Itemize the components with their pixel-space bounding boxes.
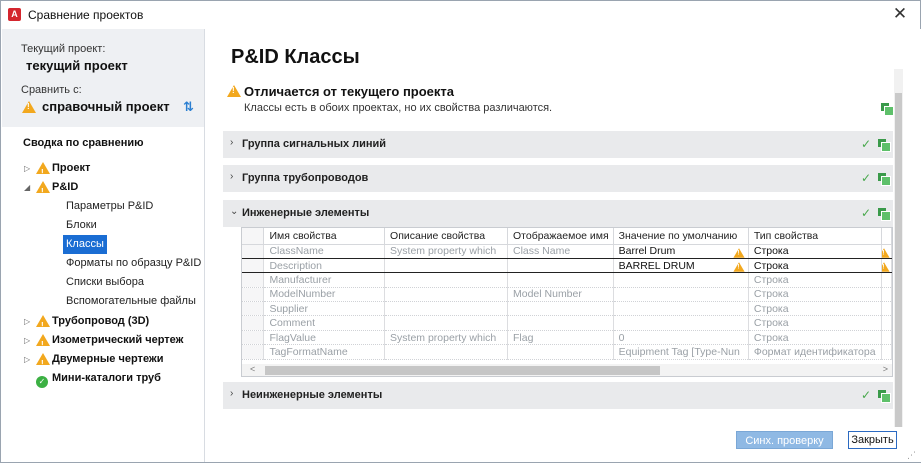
cell-value: BARREL DRUM: [618, 259, 695, 272]
window-title: Сравнение проектов: [28, 8, 144, 22]
vertical-scrollbar[interactable]: [894, 69, 903, 427]
table-cell[interactable]: [385, 273, 508, 287]
table-cell[interactable]: [508, 316, 614, 330]
table-row[interactable]: [242, 287, 892, 301]
table-cell: [882, 345, 892, 359]
tree-item-label: Проект: [52, 162, 91, 174]
table-cell[interactable]: [613, 302, 748, 316]
warning-icon: [733, 248, 744, 258]
table-cell[interactable]: FlagValue: [264, 330, 385, 344]
expand-arrow-icon[interactable]: ▷: [24, 355, 31, 364]
tree-item-label: Мини-каталоги труб: [52, 372, 161, 384]
row-header[interactable]: [242, 287, 264, 301]
table-cell[interactable]: Model Number: [508, 287, 614, 301]
tree-item-label: Трубопровод (3D): [52, 315, 150, 327]
checkmark-icon: ✓: [861, 137, 872, 151]
swap-projects-icon[interactable]: ⇅: [183, 99, 194, 114]
table-cell[interactable]: Строка: [748, 316, 881, 330]
properties-grid: [241, 227, 893, 377]
comparison-summary: [2, 127, 204, 462]
table-cell[interactable]: Class Name: [508, 244, 614, 258]
row-header[interactable]: [242, 316, 264, 330]
expand-arrow-icon[interactable]: ▷: [24, 164, 31, 173]
table-cell[interactable]: [508, 258, 614, 272]
resize-grip-icon[interactable]: ⋰: [907, 450, 916, 460]
scrollbar-thumb[interactable]: [895, 93, 902, 427]
tree-item-label: Двумерные чертежи: [52, 353, 164, 365]
table-cell[interactable]: [613, 258, 748, 272]
table-cell[interactable]: Строка: [748, 287, 881, 301]
column-header[interactable]: Отображаемое имя: [508, 228, 614, 244]
table-cell[interactable]: Строка: [748, 273, 881, 287]
table-cell[interactable]: Строка: [748, 258, 881, 272]
table-cell[interactable]: [613, 287, 748, 301]
cell-value: Barrel Drum: [618, 245, 676, 258]
table-cell[interactable]: TagFormatName: [264, 345, 385, 359]
table-cell[interactable]: [613, 244, 748, 258]
group-signal-lines[interactable]: [223, 131, 893, 158]
table-cell: [882, 330, 892, 344]
tree-item-2d-drawings[interactable]: [2, 350, 204, 369]
table-cell: [882, 287, 892, 301]
table-cell[interactable]: [613, 273, 748, 287]
compare-with-label: Сравнить с:: [21, 84, 82, 96]
tree-item-label: Форматы по образцу P&ID: [66, 257, 202, 269]
table-cell[interactable]: [508, 273, 614, 287]
row-header[interactable]: [242, 302, 264, 316]
row-header[interactable]: [242, 330, 264, 344]
table-row[interactable]: [242, 345, 892, 359]
check-circle-icon: ✓: [36, 376, 48, 388]
warning-icon: [36, 353, 50, 365]
tree-item-label: P&ID: [52, 181, 79, 193]
warning-icon: [882, 262, 890, 272]
tree-item-pid-settings[interactable]: [2, 197, 204, 216]
group-engineering-items[interactable]: [223, 200, 893, 227]
table-cell: [882, 273, 892, 287]
table-cell: [882, 244, 892, 258]
copy-from-reference-icon[interactable]: [878, 139, 889, 150]
warning-icon: [36, 181, 50, 193]
close-window-button[interactable]: ✕: [892, 4, 908, 23]
group-label: Группа сигнальных линий: [242, 138, 387, 150]
warning-icon: [36, 162, 50, 174]
row-header[interactable]: [242, 258, 264, 272]
group-label: Неинженерные элементы: [242, 389, 383, 401]
expand-arrow-icon[interactable]: ▷: [24, 317, 31, 326]
tree-item-label: Списки выбора: [66, 276, 144, 288]
warning-icon: [22, 101, 36, 113]
table-cell: [882, 302, 892, 316]
column-header[interactable]: Тип свойства: [748, 228, 881, 244]
current-project-label: Текущий проект:: [21, 43, 106, 55]
column-header[interactable]: Описание свойства: [385, 228, 508, 244]
tree-item-piping-3d[interactable]: [2, 312, 204, 331]
scroll-left-icon[interactable]: <: [250, 364, 256, 374]
tree-item-label: Изометрический чертеж: [52, 334, 184, 346]
collapse-arrow-icon[interactable]: ◢: [24, 183, 31, 192]
table-cell[interactable]: ModelNumber: [264, 287, 385, 301]
row-header-corner: [242, 228, 264, 244]
warning-icon: [36, 315, 50, 327]
column-header: [882, 228, 892, 244]
table-cell[interactable]: System property which: [385, 244, 508, 258]
copy-from-reference-icon[interactable]: [878, 390, 889, 401]
table-cell[interactable]: Строка: [748, 330, 881, 344]
tree-item-label: Вспомогательные файлы: [66, 295, 196, 307]
warning-icon: [36, 334, 50, 346]
title-bar: [1, 1, 920, 29]
group-non-engineering-items[interactable]: [223, 382, 893, 409]
tree-item-label: Блоки: [66, 219, 97, 231]
expand-arrow-icon[interactable]: ▷: [24, 336, 31, 345]
table-cell[interactable]: 0: [613, 330, 748, 344]
tree-item-label: Параметры P&ID: [66, 200, 154, 212]
copy-from-reference-icon[interactable]: [881, 103, 892, 114]
tree-item-label: Классы: [63, 235, 107, 254]
table-cell[interactable]: [508, 302, 614, 316]
difference-title: Отличается от текущего проекта: [244, 84, 455, 99]
row-header[interactable]: [242, 345, 264, 359]
group-label: Инженерные элементы: [242, 207, 370, 219]
table-cell[interactable]: Flag: [508, 330, 614, 344]
expand-arrow-icon[interactable]: ›: [230, 388, 234, 399]
table-row[interactable]: [242, 302, 892, 316]
row-header[interactable]: [242, 273, 264, 287]
warning-icon: [882, 248, 890, 258]
tree-item-pid[interactable]: [2, 178, 204, 197]
table-row[interactable]: [242, 273, 892, 287]
collapse-arrow-icon[interactable]: ⌄: [230, 206, 239, 217]
expand-arrow-icon[interactable]: ›: [230, 171, 234, 182]
page-title: P&ID Классы: [231, 46, 360, 68]
table-cell[interactable]: [508, 345, 614, 359]
summary-title: Сводка по сравнению: [23, 137, 144, 149]
main-panel: [206, 29, 921, 462]
column-header[interactable]: Значение по умолчанию: [613, 228, 748, 244]
table-cell[interactable]: [385, 302, 508, 316]
warning-icon: [227, 85, 241, 97]
tree-item-project[interactable]: [2, 159, 204, 178]
close-button[interactable]: Закрыть: [848, 431, 897, 449]
table-cell[interactable]: Строка: [748, 244, 881, 258]
table-cell[interactable]: Comment: [264, 316, 385, 330]
horizontal-scrollbar[interactable]: [242, 364, 892, 377]
table-cell[interactable]: Строка: [748, 302, 881, 316]
table-cell[interactable]: [385, 316, 508, 330]
table-cell[interactable]: Equipment Tag [Type-Nun: [613, 345, 748, 359]
table-header-row: [242, 228, 892, 244]
table-cell[interactable]: [385, 287, 508, 301]
table-cell[interactable]: Manufacturer: [264, 273, 385, 287]
copy-from-reference-icon[interactable]: [878, 173, 889, 184]
checkmark-icon: ✓: [861, 388, 872, 402]
group-label: Группа трубопроводов: [242, 172, 369, 184]
scrollbar-thumb[interactable]: [265, 366, 660, 375]
table-row[interactable]: [242, 258, 892, 272]
difference-description: Классы есть в обоих проектах, но их свойства различаются.: [244, 102, 553, 114]
copy-from-reference-icon[interactable]: [878, 208, 889, 219]
checkmark-icon: ✓: [861, 171, 872, 185]
app-logo-icon: A: [8, 8, 21, 21]
group-pipe-lines[interactable]: [223, 165, 893, 192]
properties-table: [242, 228, 892, 360]
tree-item-support-files[interactable]: [2, 292, 204, 311]
table-cell: [882, 258, 892, 272]
tree-item-classes[interactable]: [2, 235, 204, 254]
scroll-right-icon[interactable]: >: [882, 364, 888, 374]
table-row[interactable]: [242, 244, 892, 258]
tree-item-mini-specs[interactable]: [2, 369, 204, 388]
sync-check-button[interactable]: Синх. проверку: [736, 431, 833, 449]
tree-item-isometric[interactable]: [2, 331, 204, 350]
table-cell[interactable]: [385, 345, 508, 359]
tree-item-pick-lists[interactable]: [2, 273, 204, 292]
tree-item-pid-formats[interactable]: [2, 254, 204, 273]
table-cell[interactable]: System property which: [385, 330, 508, 344]
compare-project-name[interactable]: справочный проект: [42, 99, 170, 114]
table-cell[interactable]: ClassName: [264, 244, 385, 258]
expand-arrow-icon[interactable]: ›: [230, 137, 234, 148]
warning-icon: [733, 262, 744, 272]
table-cell[interactable]: Supplier: [264, 302, 385, 316]
table-row[interactable]: [242, 330, 892, 344]
checkmark-icon: ✓: [861, 206, 872, 220]
table-cell[interactable]: [385, 258, 508, 272]
table-cell[interactable]: Description: [264, 258, 385, 272]
table-row[interactable]: [242, 316, 892, 330]
current-project-name: текущий проект: [26, 58, 128, 73]
column-header[interactable]: Имя свойства: [264, 228, 385, 244]
table-cell: [882, 316, 892, 330]
table-cell[interactable]: [613, 316, 748, 330]
left-panel: [2, 29, 205, 462]
project-selection: [2, 29, 204, 125]
table-cell[interactable]: Формат идентификатора: [748, 345, 881, 359]
row-header[interactable]: [242, 244, 264, 258]
tree-item-blocks[interactable]: [2, 216, 204, 235]
